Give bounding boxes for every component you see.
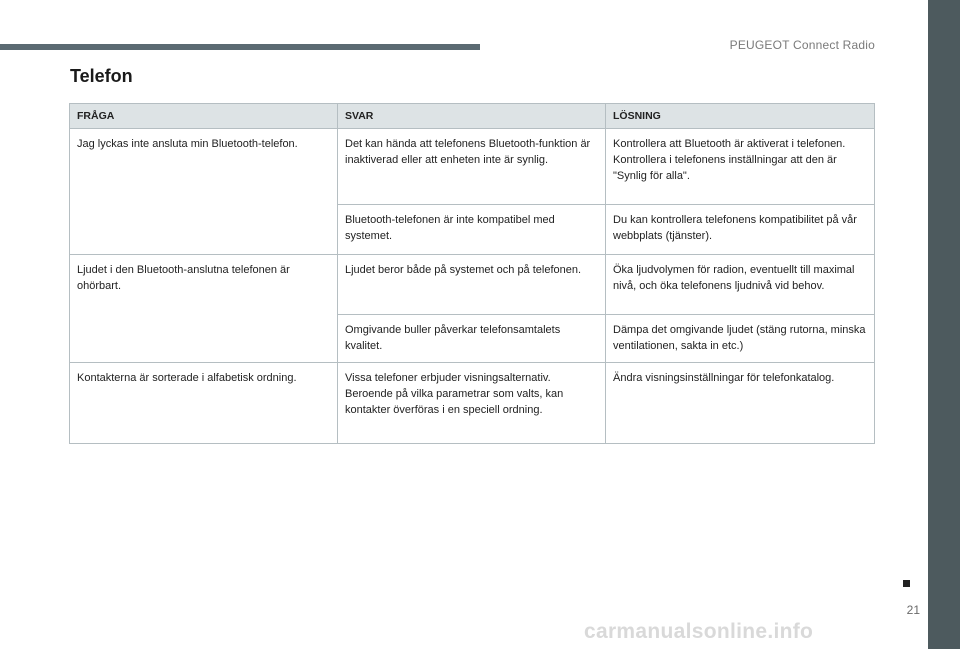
question-cell: Ljudet i den Bluetooth-anslutna telefonen är ohörbart. <box>70 255 338 363</box>
answer-cell: Vissa telefoner erbjuder visningsalternativ. Beroende på vilka parametrar som valts, kan kontakter överföras i en speciell ordning. <box>338 363 606 444</box>
right-side-band <box>928 0 960 649</box>
answer-cell: Det kan hända att telefonens Bluetooth-funktion är inaktiverad eller att enheten inte är synlig. <box>338 129 606 205</box>
solution-cell: Dämpa det omgivande ljudet (stäng rutorna, minska ventilationen, sakta in etc.) <box>606 315 875 363</box>
solution-cell <box>606 129 875 205</box>
table-row <box>70 363 875 444</box>
page-title: Telefon <box>70 66 133 86</box>
answer-cell: Bluetooth-telefonen är inte kompatibel med systemet. <box>338 205 606 255</box>
solution-line: Kontrollera att Bluetooth är aktiverat i telefonen. <box>613 138 846 150</box>
column-header-answer: SVAR <box>338 104 606 129</box>
watermark: carmanualsonline.info <box>584 620 814 643</box>
solution-line: Kontrollera i telefonens inställningar att den är "Synlig för alla". <box>613 154 837 182</box>
question-cell: Kontakterna är sorterade i alfabetisk ordning. <box>70 363 338 444</box>
table-header-row <box>70 104 875 129</box>
header-accent-bar <box>0 44 480 50</box>
faq-table <box>69 103 875 444</box>
table-row <box>70 129 875 205</box>
solution-cell: Öka ljudvolymen för radion, eventuellt till maximal nivå, och öka telefonens ljudnivå vid behov. <box>606 255 875 315</box>
answer-cell: Ljudet beror både på systemet och på telefonen. <box>338 255 606 315</box>
solution-cell: Du kan kontrollera telefonens kompatibilitet på vår webbplats (tjänster). <box>606 205 875 255</box>
document-header-title: PEUGEOT Connect Radio <box>729 38 875 52</box>
solution-cell: Ändra visningsinställningar för telefonkatalog. <box>606 363 875 444</box>
question-cell: Jag lyckas inte ansluta min Bluetooth-telefon. <box>70 129 338 255</box>
section-mark <box>903 580 910 587</box>
table-row <box>70 255 875 315</box>
column-header-solution: LÖSNING <box>606 104 875 129</box>
answer-cell: Omgivande buller påverkar telefonsamtalets kvalitet. <box>338 315 606 363</box>
column-header-question: FRÅGA <box>70 104 338 129</box>
page-number: 21 <box>906 603 920 617</box>
